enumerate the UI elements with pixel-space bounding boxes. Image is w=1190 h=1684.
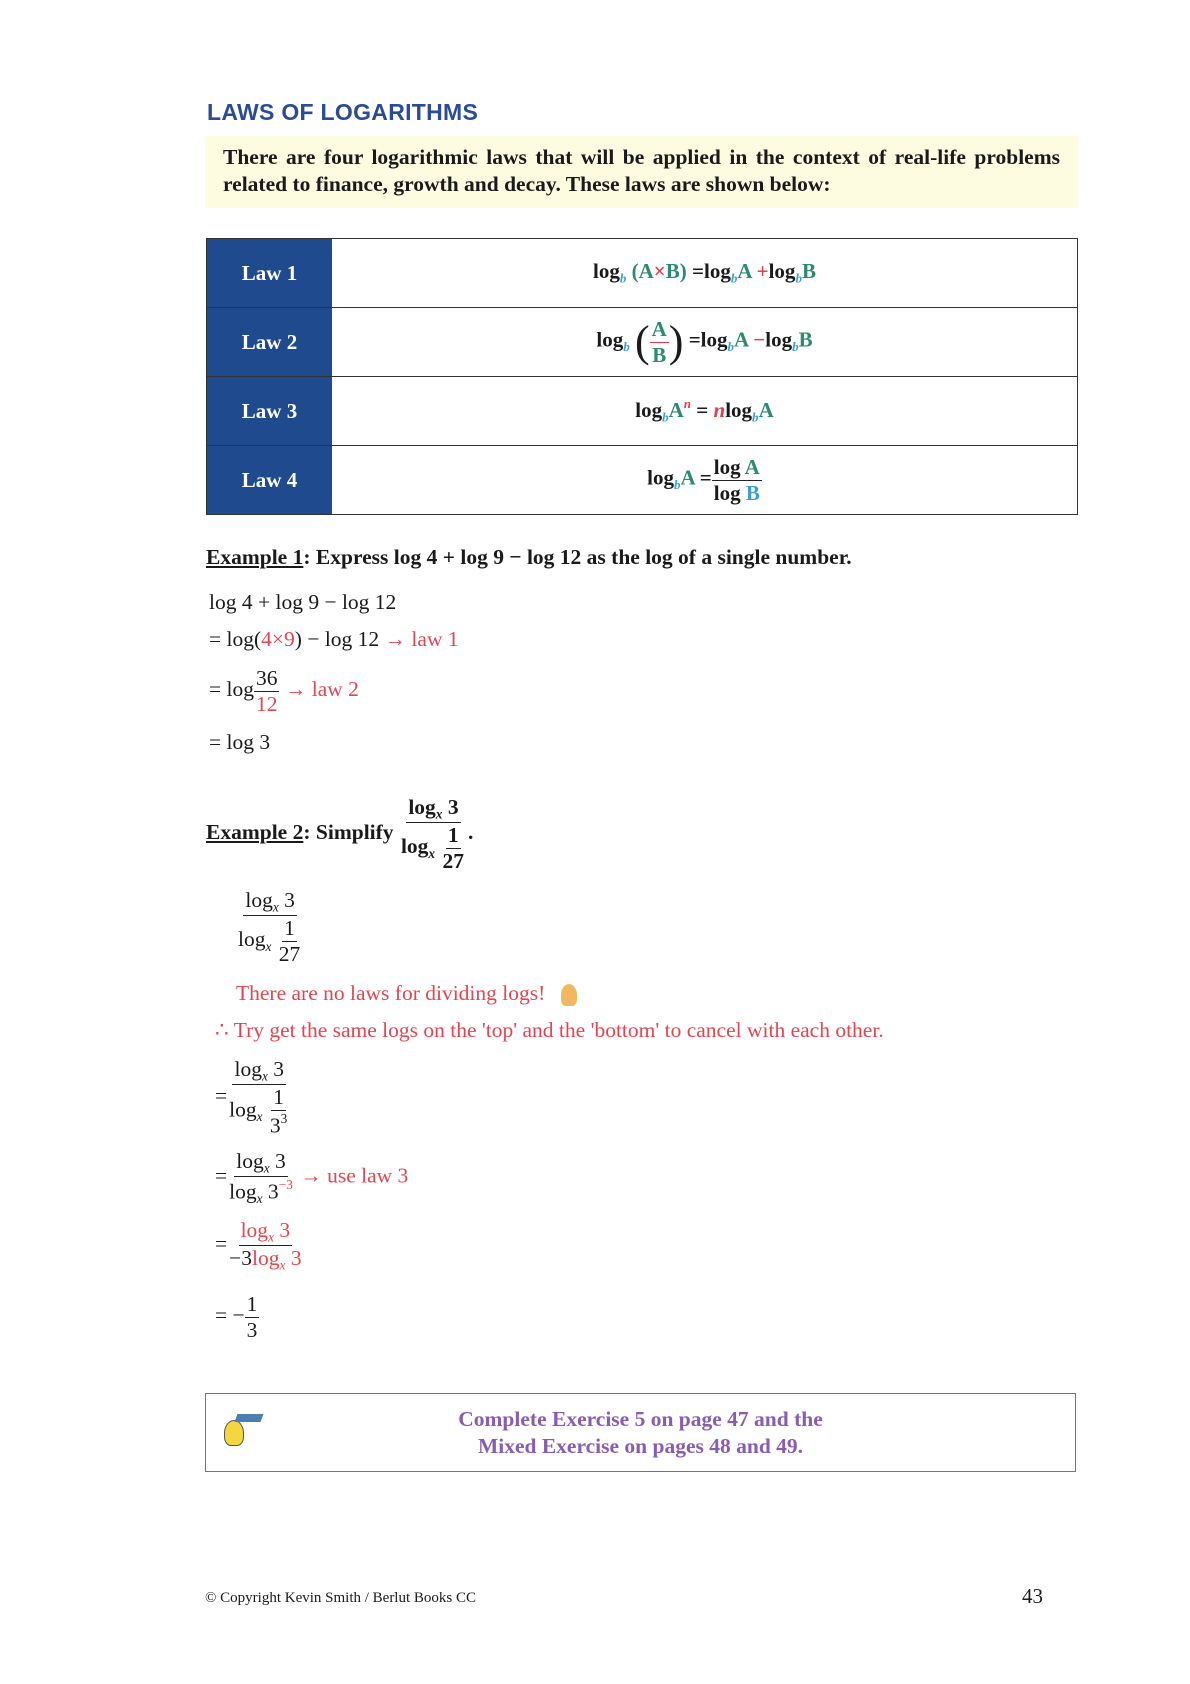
note-no-dividing-laws: There are no laws for dividing logs! [236, 981, 577, 1006]
law-label: Law 1 [207, 239, 333, 308]
example-2-expression: $\log_x 3$ $\log_x$ $\frac{1}{27}$ [238, 888, 301, 966]
example-1-step: log 4 + log 9 − log 12 [209, 590, 397, 614]
example-2-step: = $\log_x 3$ $\log_x$ $\frac{1}{3^3}$ [215, 1057, 288, 1138]
law-4-formula: $\log_bA$ = $\frac{\text{log A}}{\text{log B}}$ [332, 446, 1078, 515]
table-row [207, 377, 1078, 446]
example-1-step: = log 3 [209, 730, 271, 754]
law-2-formula: $\log_b$ ( $\frac{A}{B}$ ) $=\log_bA -\log_bB$ [332, 308, 1078, 377]
table-row [207, 308, 1078, 377]
law-label: Law 2 [207, 308, 333, 377]
laws-table [206, 238, 1078, 515]
example-2-heading: Example 2: Simplify $\log_x 3$ $\log_x$ $\frac{1}{27}$ . [206, 795, 474, 873]
example-1-heading: Example 1: Express log 4 + log 9 − log 12 as the log of a single number. [206, 545, 852, 569]
note-same-logs: ∴ Try get the same logs on the 'top' and the 'bottom' to cancel with each other. [215, 1018, 884, 1042]
lightbulb-icon [561, 984, 577, 1006]
copyright-footer: © Copyright Kevin Smith / Berlut Books CC [205, 1590, 476, 1606]
exercise-message: Complete Exercise 5 on page 47 and the Mixed Exercise on pages 48 and 49. [458, 1407, 823, 1458]
law-label: Law 4 [207, 446, 333, 515]
law-1-formula: $\log_b (A\times B) =\log_bA +\log_bB$ [332, 239, 1078, 308]
exercise-box [205, 1393, 1076, 1472]
example-2-answer: = − $\frac{1}{3}$ [215, 1292, 258, 1342]
example-2-step: = $\frac{\log_x 3}{-3\log_x 3}$ [215, 1218, 302, 1273]
law-3-formula: $\log_bA^n = nlog_bA$ [332, 377, 1078, 446]
section-title: LAWS OF LOGARITHMS [207, 99, 479, 125]
page-number: 43 [1022, 1584, 1043, 1608]
law-label: Law 3 [207, 377, 333, 446]
example-1-step: = log $\frac{36}{12}$ → law 2 [209, 666, 359, 716]
example-2-step: = $\frac{\log_x 3}{\log_x 3^{-3}}$ → use law 3 [215, 1149, 409, 1206]
intro-box: There are four logarithmic laws that will be applied in the context of real-life problems related to finance, growth and decay. These laws are shown below: [205, 136, 1078, 208]
example-1-step: = log(4×9) − log 12 → law 1 [209, 627, 459, 651]
table-row [207, 239, 1078, 308]
table-row [207, 446, 1078, 515]
